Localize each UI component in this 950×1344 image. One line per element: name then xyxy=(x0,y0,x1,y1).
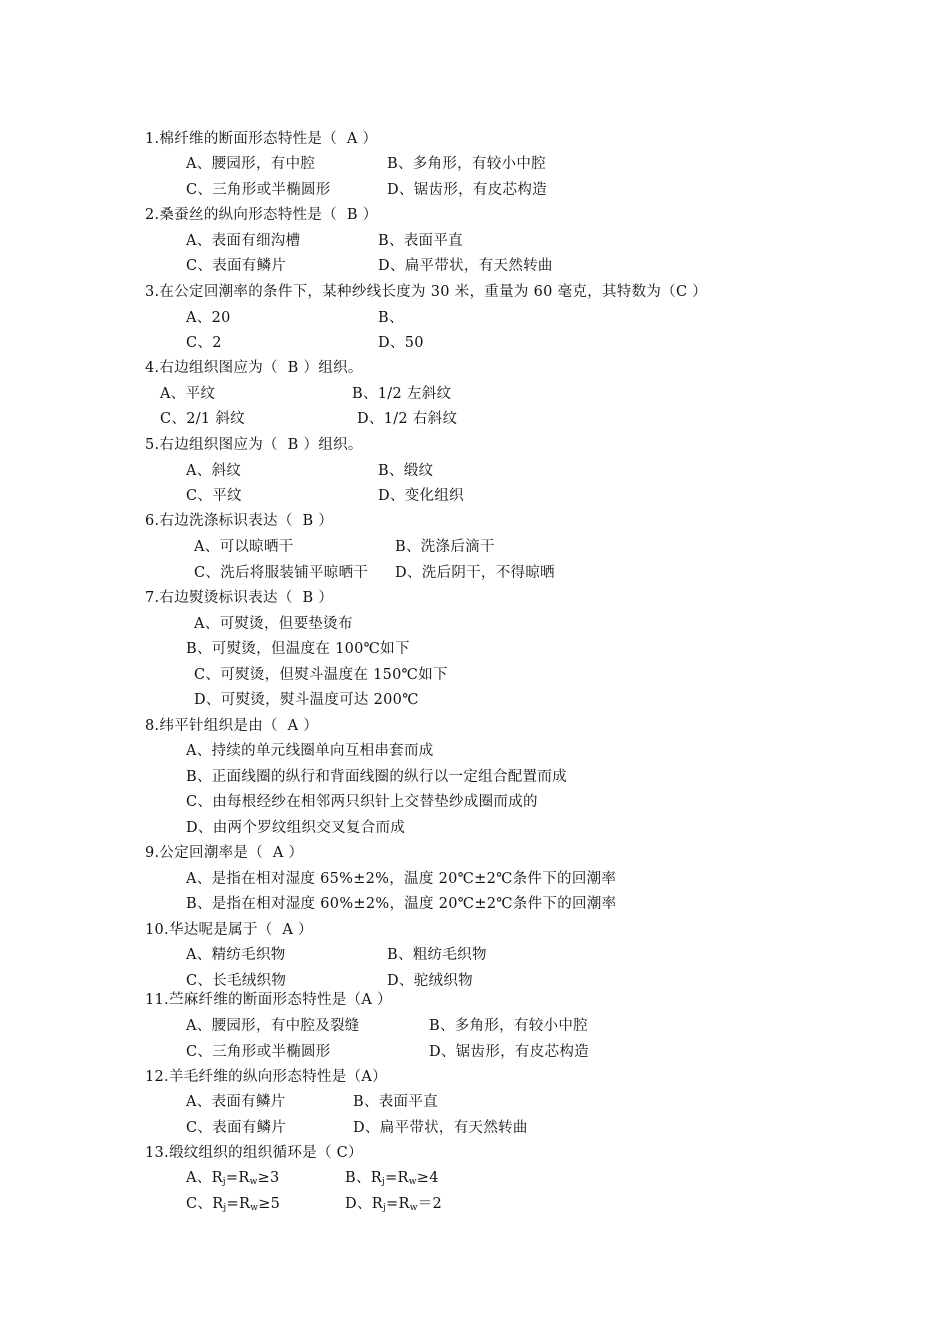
q1-option-d: D、锯齿形，有皮芯构造 xyxy=(387,182,547,198)
q10-option-c: C、长毛绒织物 xyxy=(186,973,287,989)
q12-option-a: A、表面有鳞片 xyxy=(186,1094,286,1110)
q10-option-b: B、粗纺毛织物 xyxy=(387,947,487,963)
q11-option-d: D、锯齿形，有皮芯构造 xyxy=(429,1044,589,1060)
q13-option-a: A、$R_j=R_w\ge 3$ xyxy=(186,1170,280,1187)
q3-option-d: D、50 xyxy=(378,335,424,351)
q12-option-d: D、扁平带状，有天然转曲 xyxy=(353,1120,528,1136)
q8-option-d: D、由两个罗纹组织交叉复合而成 xyxy=(186,820,406,836)
q3-option-c: C、2 xyxy=(186,335,222,351)
q11-option-b: B、多角形，有较小中腔 xyxy=(429,1018,588,1034)
q6-option-b: B、洗涤后滴干 xyxy=(395,539,495,555)
q3-option-a: A、20 xyxy=(186,310,231,326)
q11-option-a: A、腰园形，有中腔及裂缝 xyxy=(186,1018,360,1034)
question-4-stem: 4.右边组织图应为（ B ）组织。 xyxy=(145,360,363,376)
question-11-stem: 11.苎麻纤维的断面形态特性是（A ） xyxy=(145,992,392,1008)
q2-option-d: D、扁平带状，有天然转曲 xyxy=(378,258,553,274)
question-6-stem: 6.右边洗涤标识表达（ B ） xyxy=(145,513,334,529)
question-10-stem: 10.华达呢是属于（ A ） xyxy=(145,922,313,938)
q8-option-b: B、正面线圈的纵行和背面线圈的纵行以一定组合配置而成 xyxy=(186,769,567,785)
q8-option-c: C、由每根经纱在相邻两只织针上交替垫纱成圈而成的 xyxy=(186,794,538,810)
q6-option-a: A、可以晾晒干 xyxy=(194,539,294,555)
q2-option-a: A、表面有细沟槽 xyxy=(186,233,301,249)
q13-option-d: D、$R_j=R_w=2$ xyxy=(345,1196,443,1213)
q5-option-d: D、变化组织 xyxy=(378,488,464,504)
q4-option-a: A、平纹 xyxy=(160,386,216,402)
q1-option-c: C、三角形或半椭圆形 xyxy=(186,182,331,198)
question-8-stem: 8.纬平针组织是由（ A ） xyxy=(145,718,319,734)
question-13-stem: 13.缎纹组织的组织循环是（ C） xyxy=(145,1145,363,1161)
q2-option-c: C、表面有鳞片 xyxy=(186,258,287,274)
q9-option-a: A、是指在相对湿度 65%±2%，温度 20℃±2℃条件下的回潮率 xyxy=(186,871,617,887)
q1-option-b: B、多角形，有较小中腔 xyxy=(387,156,546,172)
q4-option-c: C、2/1 斜纹 xyxy=(160,411,245,427)
q7-option-c: C、可熨烫，但熨斗温度在 150℃如下 xyxy=(194,667,448,683)
q6-option-c: C、洗后将服装铺平晾晒干 xyxy=(194,565,369,581)
q5-option-c: C、平纹 xyxy=(186,488,242,504)
question-3-stem: 3.在公定回潮率的条件下，某种纱线长度为 30 米，重量为 60 毫克，其特数为（C ） xyxy=(145,284,708,300)
q8-option-a: A、持续的单元线圈单向互相串套而成 xyxy=(186,743,434,759)
q13-option-b: B、$R_j=R_w\ge 4$ xyxy=(345,1170,439,1187)
question-12-stem: 12.羊毛纤维的纵向形态特性是（A） xyxy=(145,1069,387,1085)
question-5-stem: 5.右边组织图应为（ B ）组织。 xyxy=(145,437,363,453)
q4-option-d: D、1/2 右斜纹 xyxy=(357,411,458,427)
q12-option-b: B、表面平直 xyxy=(353,1094,438,1110)
q11-option-c: C、三角形或半椭圆形 xyxy=(186,1044,331,1060)
question-1-stem: 1.棉纤维的断面形态特性是（ A ） xyxy=(145,131,378,147)
q13-option-c: C、$R_j=R_w\ge 5$ xyxy=(186,1196,281,1213)
q7-option-a: A、可熨烫，但要垫烫布 xyxy=(194,616,353,632)
q1-option-a: A、腰园形，有中腔 xyxy=(186,156,316,172)
question-7-stem: 7.右边熨烫标识表达（ B ） xyxy=(145,590,334,606)
q7-option-d: D、可熨烫，熨斗温度可达 200℃ xyxy=(194,692,419,708)
q9-option-b: B、是指在相对湿度 60%±2%，温度 20℃±2℃条件下的回潮率 xyxy=(186,896,617,912)
q2-option-b: B、表面平直 xyxy=(378,233,463,249)
q10-option-d: D、驼绒织物 xyxy=(387,973,473,989)
q6-option-d: D、洗后阴干，不得晾晒 xyxy=(395,565,555,581)
q7-option-b: B、可熨烫，但温度在 100℃如下 xyxy=(186,641,410,657)
q3-option-b: B、 xyxy=(378,310,404,326)
q4-option-b: B、1/2 左斜纹 xyxy=(352,386,452,402)
q5-option-a: A、斜纹 xyxy=(186,463,242,479)
q5-option-b: B、缎纹 xyxy=(378,463,434,479)
question-9-stem: 9.公定回潮率是（ A ） xyxy=(145,845,304,861)
question-2-stem: 2.桑蚕丝的纵向形态特性是（ B ） xyxy=(145,207,378,223)
q10-option-a: A、精纺毛织物 xyxy=(186,947,286,963)
q12-option-c: C、表面有鳞片 xyxy=(186,1120,287,1136)
